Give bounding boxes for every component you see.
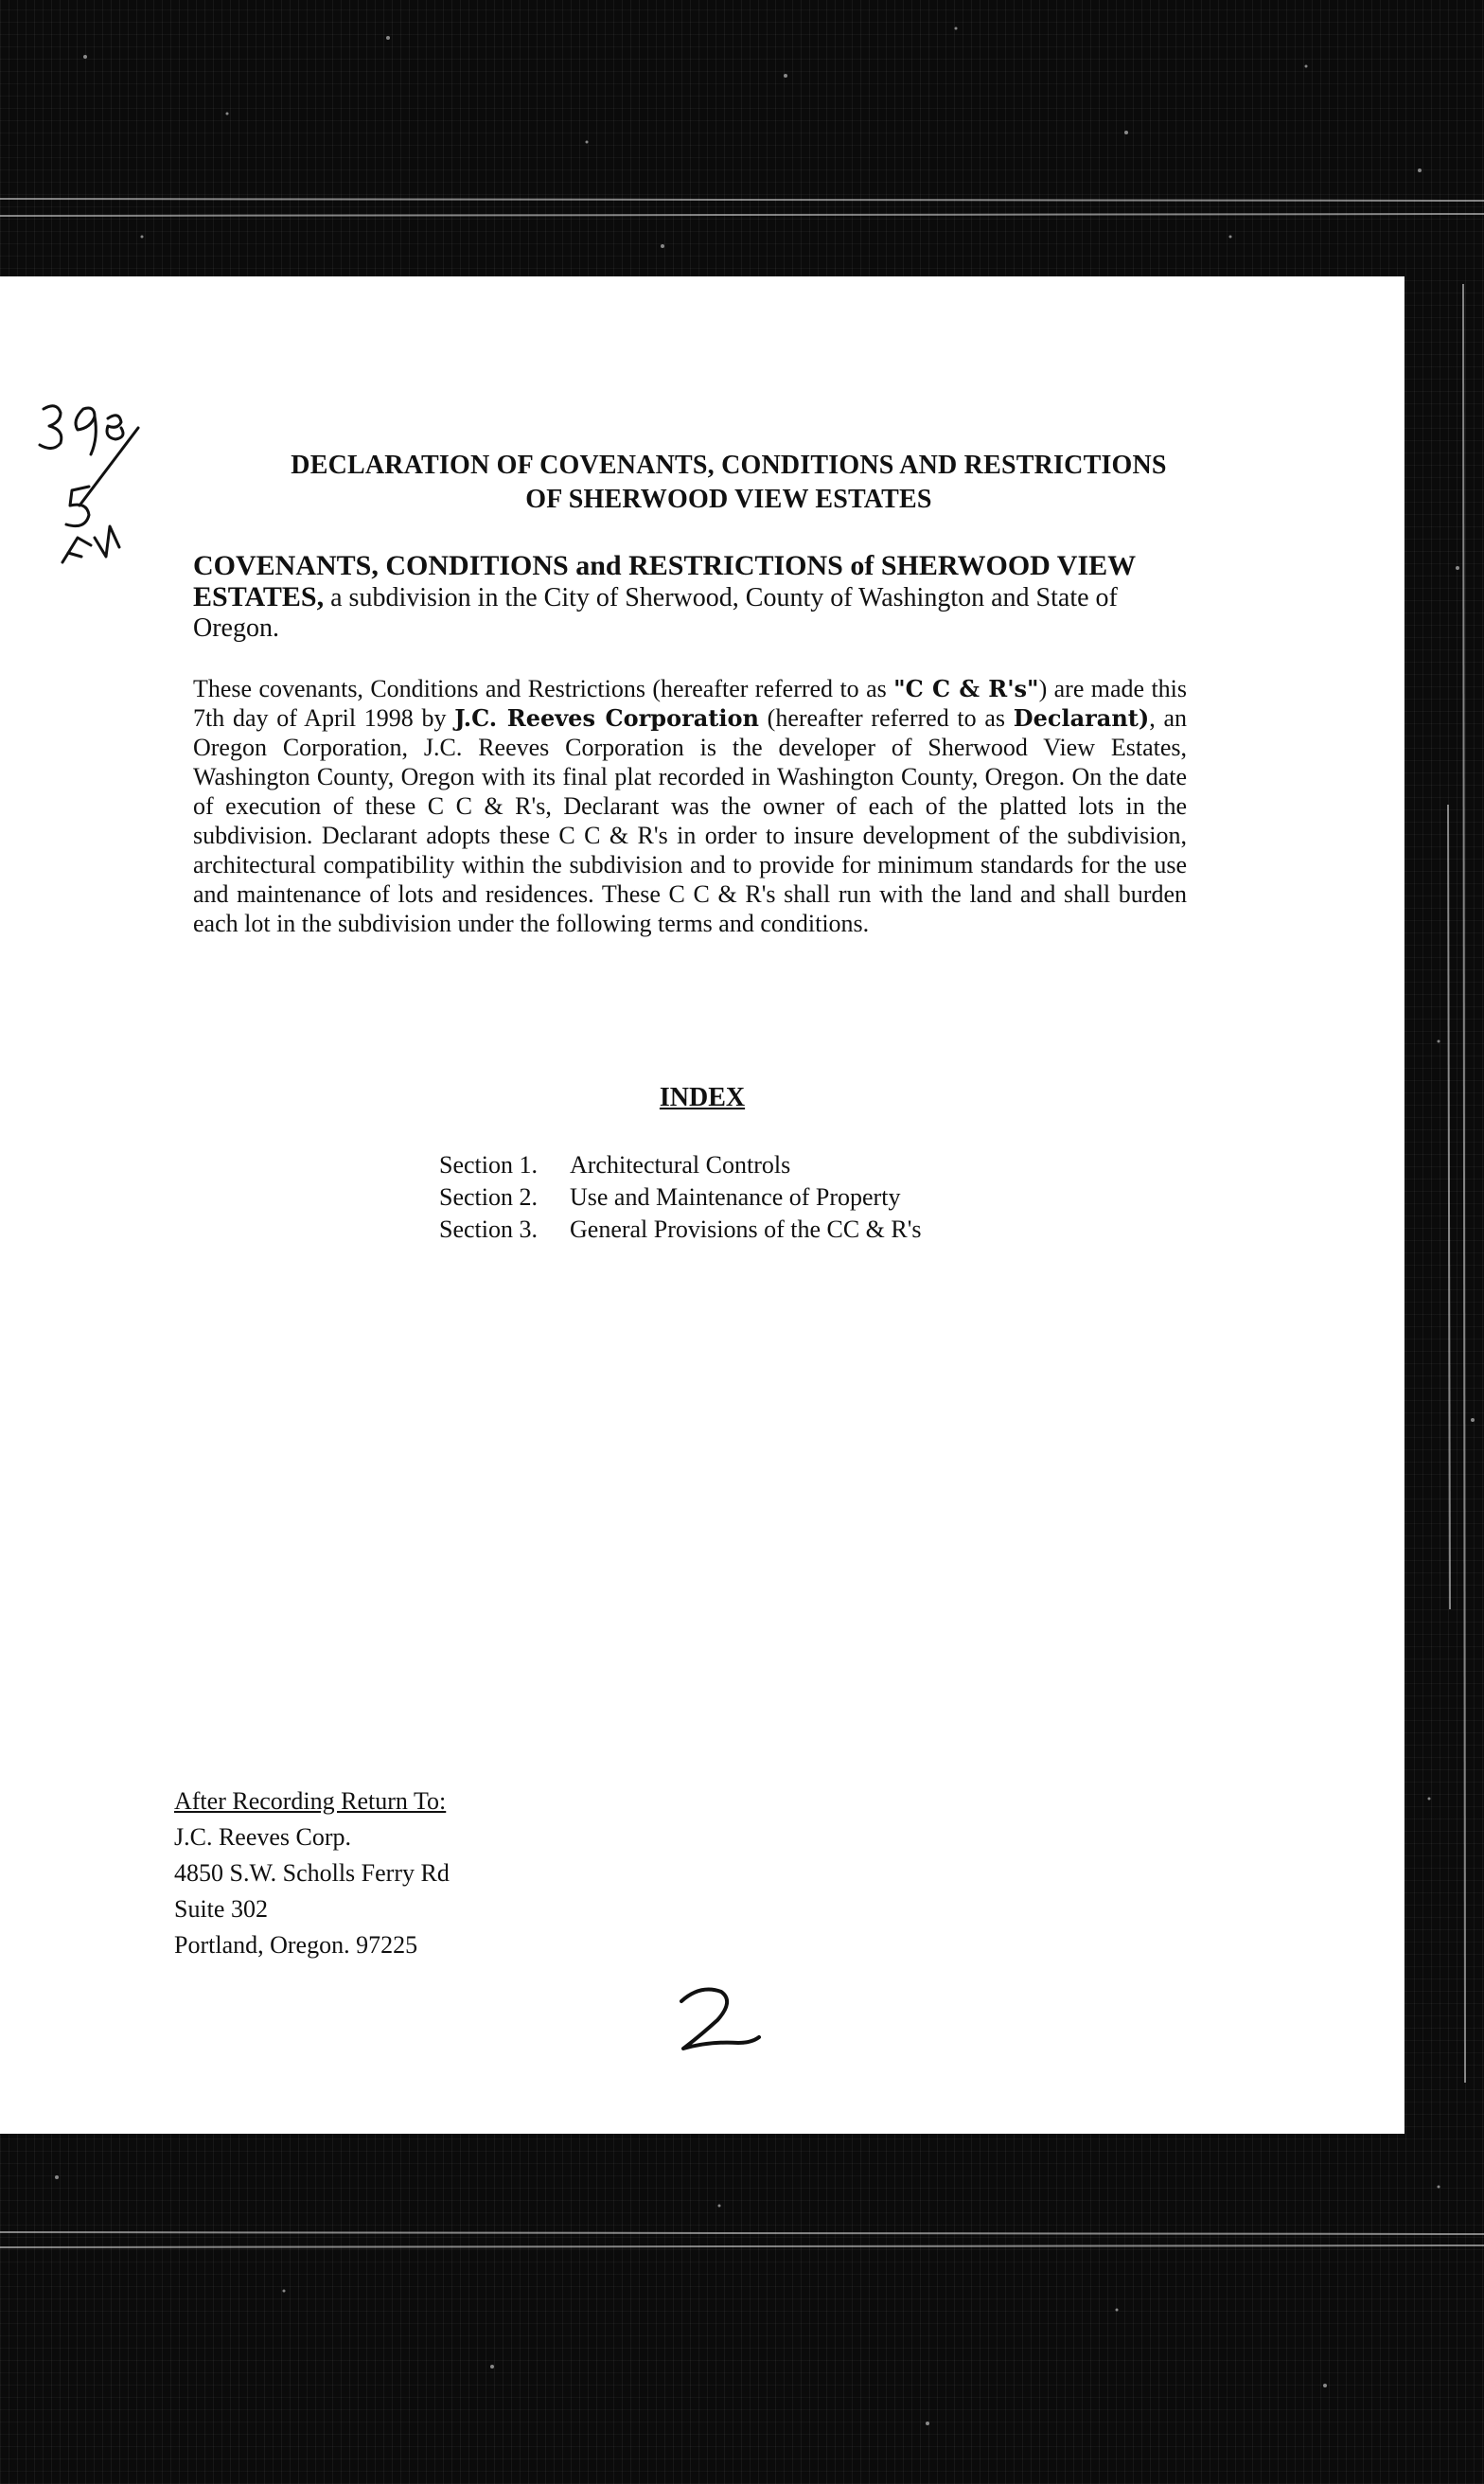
title-line-1: DECLARATION OF COVENANTS, CONDITIONS AND RESTRICTIONS bbox=[291, 451, 1167, 480]
index-item bbox=[439, 1214, 922, 1246]
para-part-4: , an Oregon Corporation, J.C. Reeves Corporation is the developer of Sherwood View Estates, Washington County, Oregon with its final plat recorded in Washington County, Oregon. On the date of execution of these C C & R's, Declarant was the owner of each of the platted lots in the subdivision. Declarant adopts these C C & R's in order to insure development of the subdivision, architectural compatibility within the subdivision and to provide for minimum standards for the use and maintenance of lots and residences. These C C & R's shall run with the land and shall burden each lot in the subdivision under the following terms and conditions. bbox=[193, 704, 1188, 937]
index-section-title: General Provisions of the CC & R's bbox=[570, 1215, 922, 1243]
para-bold-2: J.C. Reeves Corporation bbox=[454, 704, 759, 732]
index-item bbox=[439, 1149, 922, 1181]
index-heading: INDEX bbox=[659, 1083, 746, 1112]
index-section-title: Use and Maintenance of Property bbox=[570, 1183, 901, 1211]
para-part-3: (hereafter referred to as bbox=[758, 704, 1014, 732]
para-part-1: These covenants, Conditions and Restrictions (hereafter referred to as bbox=[193, 675, 894, 702]
return-line: Portland, Oregon. 97225 bbox=[174, 1931, 418, 1959]
return-line: 4850 S.W. Scholls Ferry Rd bbox=[174, 1859, 450, 1887]
index-section-number: Section 1. bbox=[439, 1151, 538, 1179]
intro-paragraph bbox=[193, 551, 1187, 644]
para-part-2: ) are made this 7th day of April 1998 by bbox=[193, 675, 1188, 732]
body-paragraph bbox=[193, 674, 1187, 938]
return-line: J.C. Reeves Corp. bbox=[174, 1823, 352, 1851]
return-heading: After Recording Return To: bbox=[174, 1787, 447, 1815]
intro-bold-lead: COVENANTS, CONDITIONS and RESTRICTIONS of SHERWOOD VIEW ESTATES, bbox=[193, 550, 1136, 612]
document-page bbox=[0, 276, 1404, 2134]
index-section-title: Architectural Controls bbox=[570, 1151, 791, 1179]
return-line: Suite 302 bbox=[174, 1895, 268, 1923]
index-item bbox=[439, 1181, 922, 1214]
para-bold-1: "C C & R's" bbox=[893, 675, 1039, 702]
title-line-2: OF SHERWOOD VIEW ESTATES bbox=[525, 485, 932, 514]
index-section-number: Section 3. bbox=[439, 1215, 538, 1243]
handwritten-page-number bbox=[672, 1980, 767, 2056]
intro-rest: a subdivision in the City of Sherwood, County of Washington and State of Oregon. bbox=[193, 583, 1118, 643]
return-address-block bbox=[174, 1783, 450, 1963]
para-bold-3: Declarant) bbox=[1013, 704, 1150, 732]
document-title bbox=[189, 449, 1268, 517]
index-list bbox=[439, 1149, 922, 1246]
index-section-number: Section 2. bbox=[439, 1183, 538, 1211]
handwritten-margin-note bbox=[28, 399, 151, 589]
